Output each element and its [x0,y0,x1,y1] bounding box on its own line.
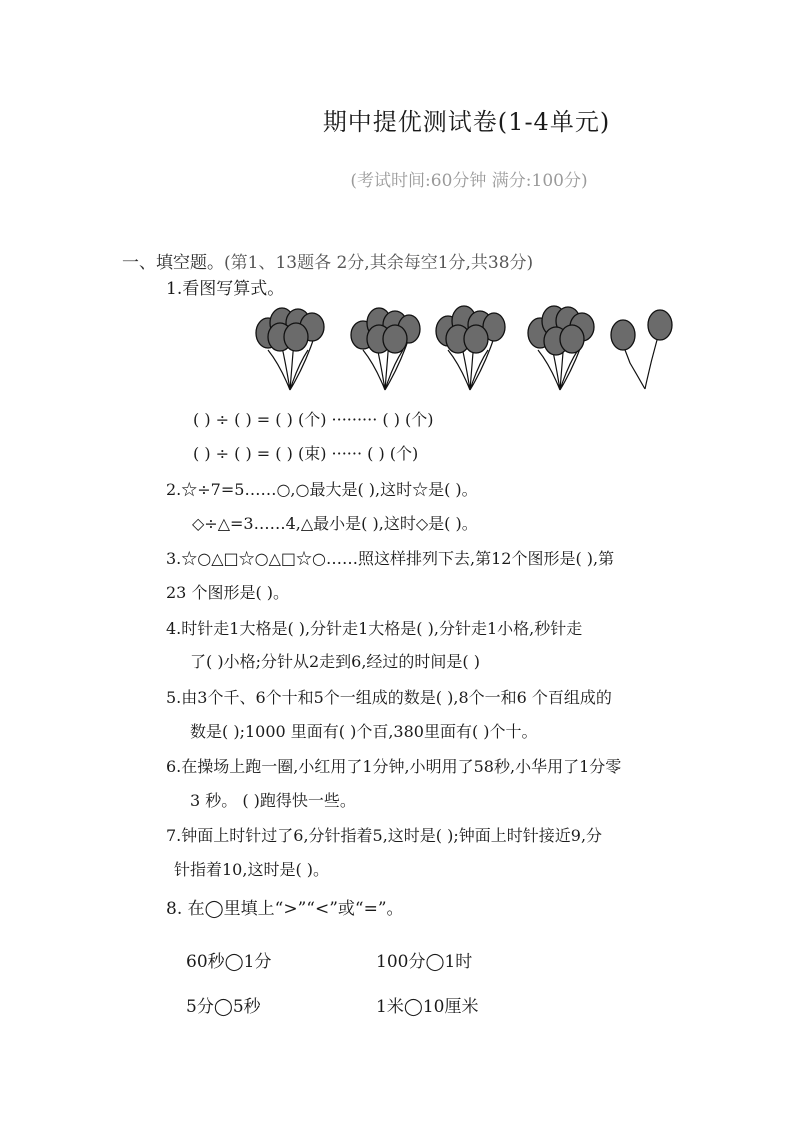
exam-info: (考试时间:60分钟 满分:100分) [350,171,588,191]
question-5-line-1: 5.由3个千、6个十和5个一组成的数是( ),8个一和6 个百组成的 [166,688,612,707]
question-3-line-2: 23 个图形是( )。 [166,583,290,602]
balloon-bunch-icon [250,305,690,395]
compare-item-2: 100分◯1时 [376,952,473,972]
balloon-group-4 [528,306,594,390]
compare-item-3: 5分◯5秒 [186,997,261,1017]
question-1-title: 1.看图写算式。 [166,279,285,299]
question-5-line-2: 数是( );1000 里面有( )个百,380里面有( )个十。 [190,722,538,741]
balloon-group-3 [436,306,505,390]
section-title: 一、填空题。 [122,253,224,273]
question-7-line-2: 针指着10,这时是( )。 [174,860,330,879]
section-score-note: (第1、13题各 2分,其余每空1分,共38分) [224,253,534,273]
section-heading [122,248,533,273]
question-8-title: 8. 在◯里填上“>”“<”或“=”。 [166,899,404,919]
question-4-line-2: 了( )小格;分针从2走到6,经过的时间是( ) [190,652,480,671]
balloon-group-2 [351,308,420,390]
compare-item-1: 60秒◯1分 [186,952,272,972]
question-7-line-1: 7.钟面上时针过了6,分针指着5,这时是( );钟面上时针接近9,分 [166,826,603,845]
question-2-line-1: 2.☆÷7=5……○,○最大是( ),这时☆是( )。 [166,480,478,499]
question-6-line-2: 3 秒。 ( )跑得快一些。 [190,791,356,810]
compare-item-4: 1米◯10厘米 [376,997,479,1017]
page-title: 期中提优测试卷(1-4单元) [322,108,611,136]
question-6-line-1: 6.在操场上跑一圈,小红用了1分钟,小明用了58秒,小华用了1分零 [166,757,622,776]
question-1-line-2: ( ) ÷ ( ) = ( ) (束) ······ ( ) (个) [193,444,419,463]
question-4-line-1: 4.时针走1大格是( ),分针走1大格是( ),分针走1小格,秒针走 [166,619,583,638]
question-3-line-1: 3.☆○△□☆○△□☆○……照这样排列下去,第12个图形是( ),第 [166,549,615,568]
question-2-line-2: ◇÷△=3……4,△最小是( ),这时◇是( )。 [192,514,478,533]
balloon-group-5 [611,310,672,389]
question-1-line-1: ( ) ÷ ( ) = ( ) (个) ········· ( ) (个) [193,410,434,429]
balloon-group-1 [256,308,324,390]
